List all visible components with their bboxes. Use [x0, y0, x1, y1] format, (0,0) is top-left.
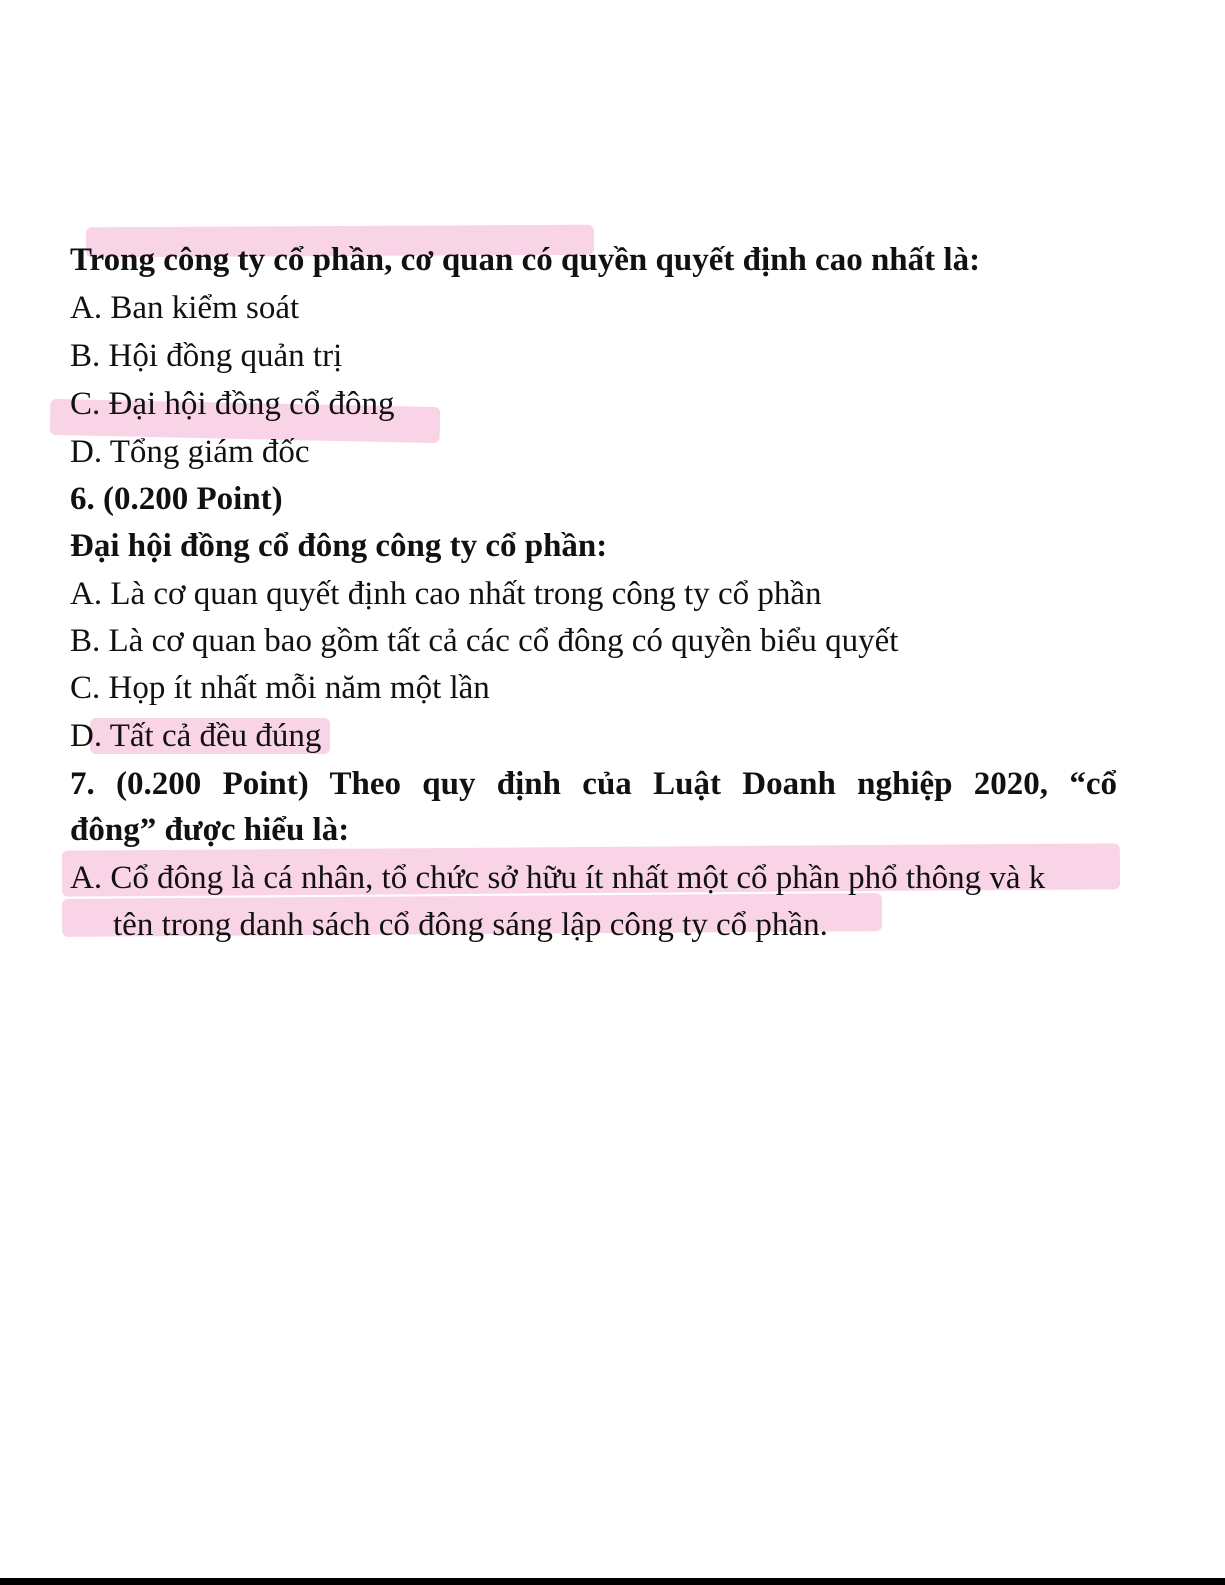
- q7-question-line1: 7. (0.200 Point) Theo quy định của Luật Doanh nghiệp 2020, “cổ: [70, 766, 1117, 802]
- q6-option-c: C. Họp ít nhất mỗi năm một lần: [70, 670, 490, 706]
- q7-option-a-line2: tên trong danh sách cổ đông sáng lập công ty cổ phần.: [113, 907, 828, 943]
- bottom-edge-bar: [0, 1578, 1225, 1585]
- q5-question: Trong công ty cổ phần, cơ quan có quyền quyết định cao nhất là:: [70, 242, 981, 278]
- q6-question: Đại hội đồng cổ đông công ty cổ phần:: [70, 528, 608, 564]
- q6-option-b: B. Là cơ quan bao gồm tất cả các cổ đông có quyền biểu quyết: [70, 623, 899, 659]
- q7-question-line2: đông” được hiểu là:: [70, 812, 350, 848]
- q6-option-a: A. Là cơ quan quyết định cao nhất trong công ty cổ phần: [70, 576, 822, 612]
- q7-option-a-line1: A. Cổ đông là cá nhân, tổ chức sở hữu ít nhất một cổ phần phổ thông và k: [70, 860, 1046, 896]
- q5-option-c: C. Đại hội đồng cổ đông: [70, 386, 395, 422]
- q6-option-d: D. Tất cả đều đúng: [70, 718, 322, 754]
- q6-header: 6. (0.200 Point): [70, 481, 283, 517]
- q5-option-b: B. Hội đồng quản trị: [70, 338, 343, 374]
- q5-option-a: A. Ban kiểm soát: [70, 290, 300, 326]
- q5-option-d: D. Tổng giám đốc: [70, 434, 310, 470]
